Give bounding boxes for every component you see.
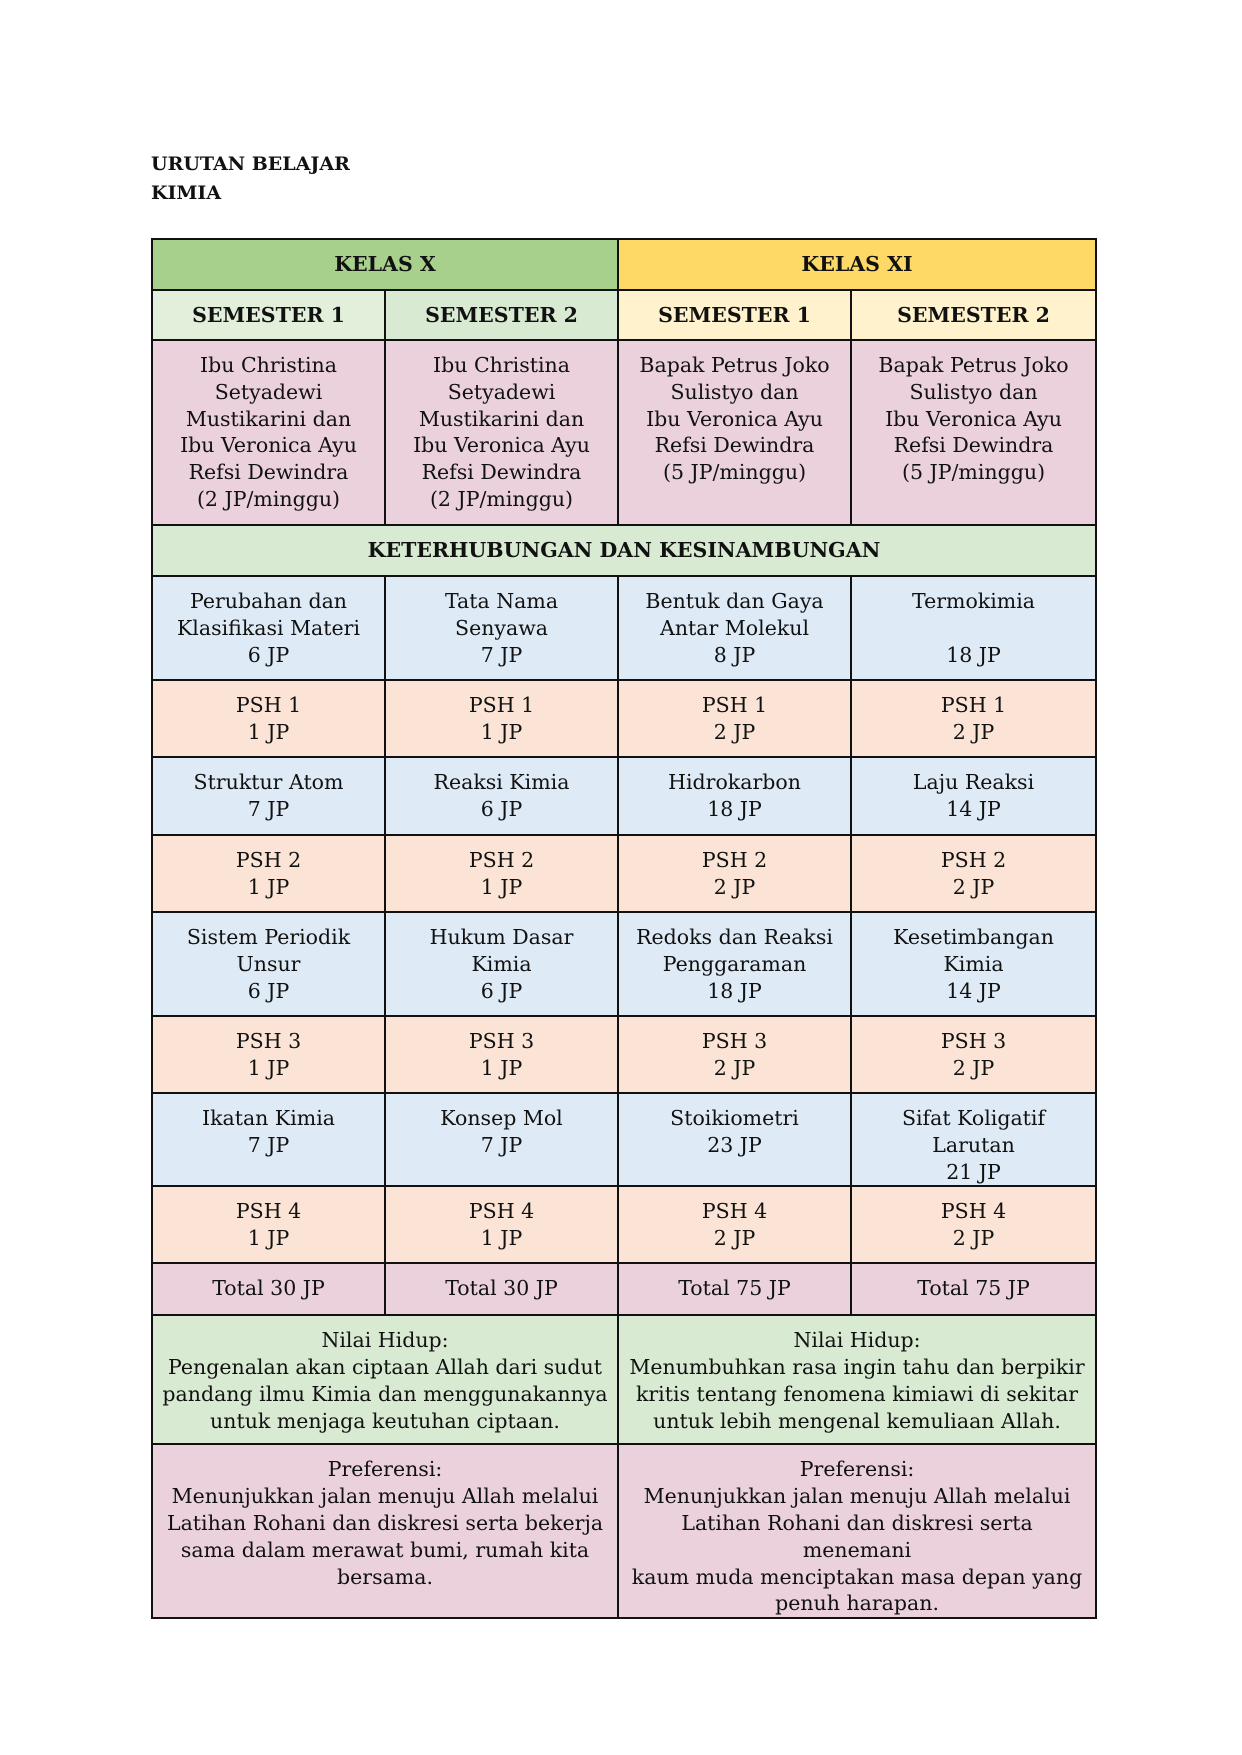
psh-cell: PSH 4 1 JP — [385, 1186, 618, 1263]
psh-cell: PSH 1 2 JP — [618, 680, 851, 757]
total-cell: Total 75 JP — [618, 1263, 851, 1315]
topic-cell: Perubahan dan Klasifikasi Materi 6 JP — [152, 576, 385, 680]
psh-cell: PSH 4 2 JP — [851, 1186, 1096, 1263]
topic-cell: Redoks dan Reaksi Penggaraman 18 JP — [618, 912, 851, 1016]
total-cell: Total 30 JP — [385, 1263, 618, 1315]
class-header-row — [152, 239, 1096, 290]
document-title — [151, 150, 350, 208]
kelas-x-header: KELAS X — [152, 239, 618, 290]
total-row — [152, 1263, 1096, 1315]
topic-cell: Konsep Mol 7 JP — [385, 1093, 618, 1186]
psh-cell: PSH 4 1 JP — [152, 1186, 385, 1263]
psh-row — [152, 680, 1096, 757]
psh-cell: PSH 1 2 JP — [851, 680, 1096, 757]
total-cell: Total 75 JP — [851, 1263, 1096, 1315]
nilai-hidup-row — [152, 1315, 1096, 1444]
psh-cell: PSH 3 1 JP — [152, 1016, 385, 1093]
topic-cell: Struktur Atom 7 JP — [152, 757, 385, 835]
topic-cell: Reaksi Kimia 6 JP — [385, 757, 618, 835]
semester-header: SEMESTER 2 — [385, 290, 618, 340]
learning-sequence-table — [151, 238, 1097, 1619]
psh-cell: PSH 1 1 JP — [385, 680, 618, 757]
topic-cell: Laju Reaksi 14 JP — [851, 757, 1096, 835]
psh-cell: PSH 1 1 JP — [152, 680, 385, 757]
psh-cell: PSH 3 2 JP — [618, 1016, 851, 1093]
psh-row — [152, 835, 1096, 912]
psh-cell: PSH 4 2 JP — [618, 1186, 851, 1263]
preferensi-kelas-xi: Preferensi: Menunjukkan jalan menuju Allah melalui Latihan Rohani dan diskresi serta menemani kaum muda menciptakan masa depan yang penuh harapan. — [618, 1444, 1096, 1618]
nilai-hidup-kelas-x: Nilai Hidup: Pengenalan akan ciptaan Allah dari sudut pandang ilmu Kimia dan menggunakannya untuk menjaga keutuhan ciptaan. — [152, 1315, 618, 1444]
psh-cell: PSH 2 1 JP — [385, 835, 618, 912]
topic-cell: Ikatan Kimia 7 JP — [152, 1093, 385, 1186]
psh-cell: PSH 2 1 JP — [152, 835, 385, 912]
nilai-hidup-kelas-xi: Nilai Hidup: Menumbuhkan rasa ingin tahu dan berpikir kritis tentang fenomena kimiawi di sekitar untuk lebih mengenal kemuliaan Allah. — [618, 1315, 1096, 1444]
psh-row — [152, 1186, 1096, 1263]
psh-cell: PSH 3 1 JP — [385, 1016, 618, 1093]
topic-row — [152, 576, 1096, 680]
teacher-cell: Bapak Petrus Joko Sulistyo dan Ibu Veronica Ayu Refsi Dewindra (5 JP/minggu) — [851, 340, 1096, 525]
kelas-xi-header: KELAS XI — [618, 239, 1096, 290]
section-row — [152, 525, 1096, 576]
topic-cell: Sifat Koligatif Larutan 21 JP — [851, 1093, 1096, 1186]
topic-cell: Sistem Periodik Unsur 6 JP — [152, 912, 385, 1016]
teacher-row — [152, 340, 1096, 525]
topic-cell: Hukum Dasar Kimia 6 JP — [385, 912, 618, 1016]
topic-cell: Hidrokarbon 18 JP — [618, 757, 851, 835]
topic-cell: Stoikiometri 23 JP — [618, 1093, 851, 1186]
topic-row — [152, 912, 1096, 1016]
preferensi-row — [152, 1444, 1096, 1618]
teacher-cell: Bapak Petrus Joko Sulistyo dan Ibu Veronica Ayu Refsi Dewindra (5 JP/minggu) — [618, 340, 851, 525]
semester-header-row — [152, 290, 1096, 340]
topic-cell: Kesetimbangan Kimia 14 JP — [851, 912, 1096, 1016]
topic-cell: Termokimia 18 JP — [851, 576, 1096, 680]
semester-header: SEMESTER 1 — [618, 290, 851, 340]
preferensi-kelas-x: Preferensi: Menunjukkan jalan menuju Allah melalui Latihan Rohani dan diskresi serta bekerja sama dalam merawat bumi, rumah kita bersama. — [152, 1444, 618, 1618]
teacher-cell: Ibu Christina Setyadewi Mustikarini dan Ibu Veronica Ayu Refsi Dewindra (2 JP/minggu) — [152, 340, 385, 525]
semester-header: SEMESTER 2 — [851, 290, 1096, 340]
title-line-1: URUTAN BELAJAR — [151, 153, 350, 175]
psh-cell: PSH 2 2 JP — [851, 835, 1096, 912]
psh-cell: PSH 2 2 JP — [618, 835, 851, 912]
topic-row — [152, 757, 1096, 835]
topic-row — [152, 1093, 1096, 1186]
psh-row — [152, 1016, 1096, 1093]
topic-cell: Tata Nama Senyawa 7 JP — [385, 576, 618, 680]
topic-cell: Bentuk dan Gaya Antar Molekul 8 JP — [618, 576, 851, 680]
teacher-cell: Ibu Christina Setyadewi Mustikarini dan Ibu Veronica Ayu Refsi Dewindra (2 JP/minggu) — [385, 340, 618, 525]
title-line-2: KIMIA — [151, 182, 222, 204]
section-label: KETERHUBUNGAN DAN KESINAMBUNGAN — [152, 525, 1096, 576]
total-cell: Total 30 JP — [152, 1263, 385, 1315]
psh-cell: PSH 3 2 JP — [851, 1016, 1096, 1093]
semester-header: SEMESTER 1 — [152, 290, 385, 340]
